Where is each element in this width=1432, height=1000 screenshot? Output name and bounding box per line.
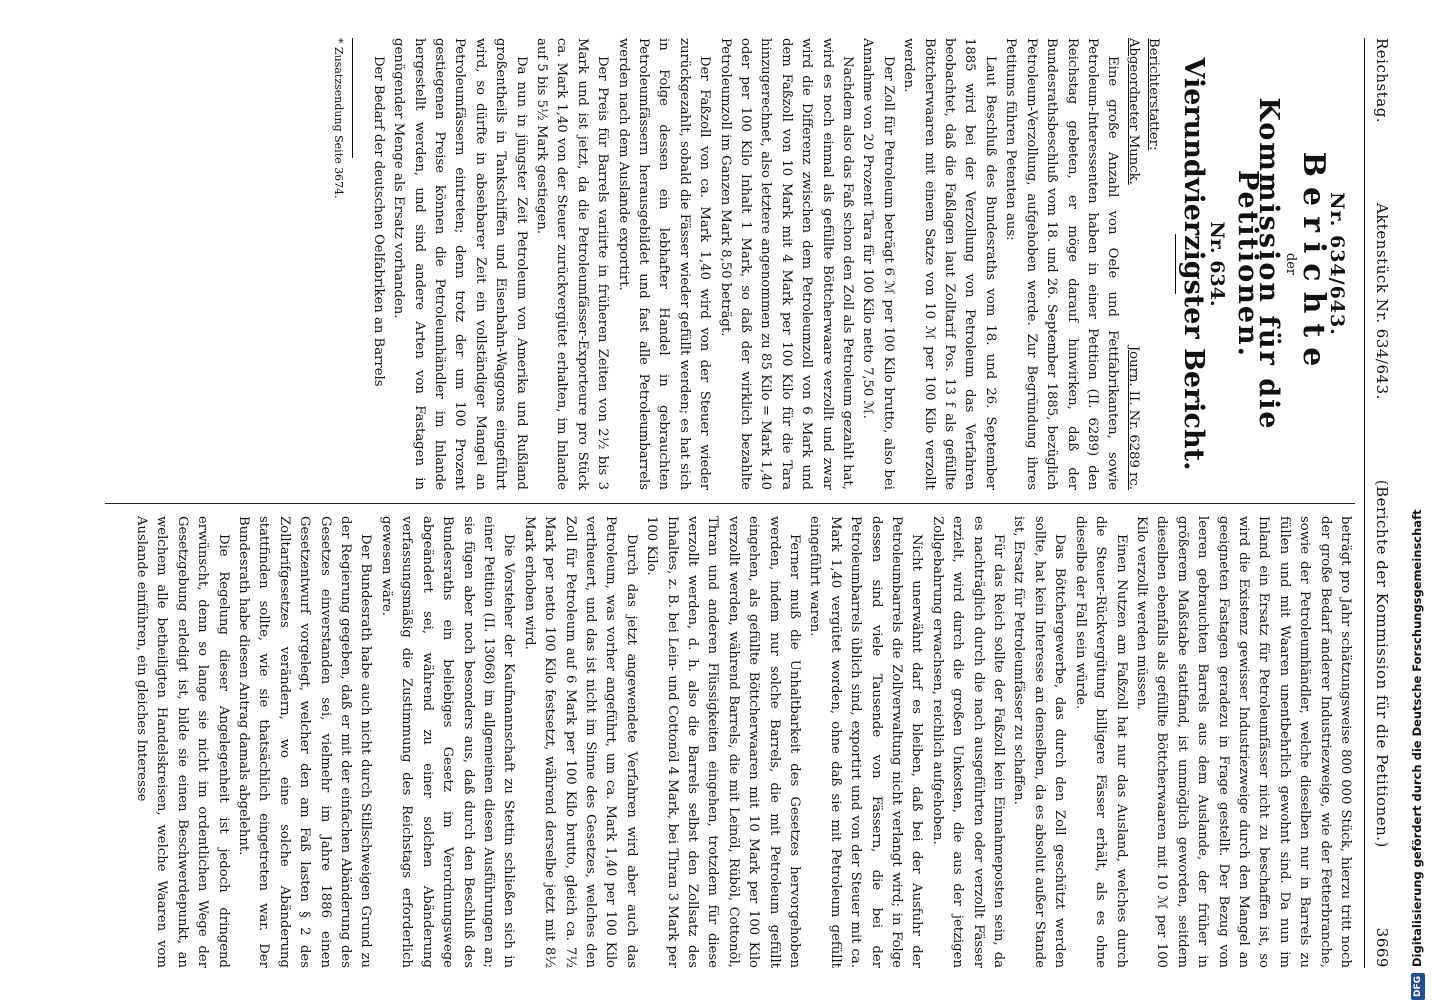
paragraph: Da nun in jüngster Zeit Petroleum von Amerika und Rußland großentheils in Tankschiffen und Eisenbahn-Waggons eingeführt wird, so dürfte in absehbarer Zeit ein vollständiger Mangel an Petroleumfässern eintreten; denn trotz der um 100 Prozent gestiegenen Preise können die Petroleumhändler im Inlande hergestellt werden, und sind andere Arten von Fastagen in genügender Menge als Ersatz vorhanden. xyxy=(391,38,529,490)
paragraph: Der Preis für Barrels variirte in früheren Zeiten von 2½ bis 3 Mark und ist jetzt, da die Petroleumfässer-Exporteure pro Stück ca. Mark 1,40 von der Steuer zurückvergütet erhalten, im Inlande auf 5 bis 5½ Mark gestiegen. xyxy=(533,38,611,490)
document-title: Berichte xyxy=(1295,151,1331,377)
paragraph: Durch das jetzt angewendete Verfahren wird aber auch das Petroleum, was vorher angeführt, um ca. Mark 1,40 per 100 Kilo vertheuert, und das ist nicht im Sinne des Gesetzes, welches den Zoll für Petroleum auf 6 Mark per 100 Kilo brutto, gleich ca. 7½ Mark per netto 100 Kilo festsetzt, während derselbe jetzt mit 8½ Mark erhoben wird. xyxy=(521,516,639,968)
paragraph: Das Böttchergewerbe, das durch den Zoll geschützt werden sollte, hat kein Interesse an denselben, da es absolut außer Stande ist, Ersatz für Petroleumfässer zu schaffen. xyxy=(1011,516,1068,968)
header-right: (Berichte der Kommission für die Petitionen.) xyxy=(1373,479,1391,848)
sidebar-credit xyxy=(1406,40,1428,1000)
document-der: der xyxy=(1283,252,1299,276)
column-divider xyxy=(105,503,1355,504)
title-rule xyxy=(1175,234,1176,294)
running-header xyxy=(1373,38,1391,968)
document-number: Nr. 634/643. xyxy=(1326,192,1348,336)
header-rule xyxy=(1364,38,1365,968)
rotated-document-page xyxy=(90,20,1415,980)
paragraph: Für das Reich sollte der Faßzoll kein Einnahmeposten sein, da es nachträglich durch die nach ausgeführten oder verzollt Fässer erzielt, wird durch die großen Unkosten, die aus der jetzigen Zollgebahrung erwachsen, reichlich aufgehoben. xyxy=(929,516,1007,968)
paragraph: Nicht unerwähnt darf es bleiben, daß bei der Ausfuhr der Petroleumbarrels die Zollverwaltung nicht verlangt wird; in Folge dessen sind viele Tausende von Fässern, die bei der Petroleumbarrels üblich sind, exportirt und von der Steuer mit ca. Mark 1,40 vergütet worden, ohne daß sie mit Petroleum gefüllt eingeführt waren. xyxy=(807,516,925,968)
paragraph: Ferner muß die Unhaltbarkeit des Gesetzes hervorgehoben werden, indem nur solche Barrels, die mit Petroleum gefüllt eingehen, als gefüllte Böttcherwaaren mit 10 Mark per 100 Kilo verzollt werden, während Barrels, die mit Leinöl, Rüböl, Cottonöl, Thran und anderen Flüssigkeiten eingehen, trotzdem für diese verzollt werden, d. h. also die Barrels selbst den Zollsatz des Inhaltes, z. B. bei Lein- und Cottonöl 4 Mark, bei Thran 3 Mark per 100 Kilo. xyxy=(644,516,803,968)
dfg-logo: DFG xyxy=(1411,973,1425,1000)
right-column xyxy=(105,516,1355,968)
paragraph: beträgt pro Jahr schätzungsweise 800 000 Stück, hierzu tritt noch der große Bedarf anderer Industriezweige, wie der Fetterbranche, sowie der Petroleumhändler, welche dieselben nur in Barrels zu füllen und mit Waaren unentbehrlich gewohnt sind. Da nun im Inland ein Ersatz für Petroleumfässer nicht zu beschaffen ist, so wird die Existenz gewisser Industriezweige durch den Mangel an geeigneten Fastagen geradezu in Frage gestellt. Der Bezug von leeren gebrauchten Barrels aus dem Auslande, der früher in größerem Maßstabe stattfand, ist unmöglich geworden, seitdem dieselben ebenfalls als gefüllte Böttcherwaaren mit 10 ℳ per 100 Kilo verzollt werden müssen. xyxy=(1133,516,1353,968)
page-number: 3669 xyxy=(1373,927,1391,968)
left-column xyxy=(105,38,1355,490)
footnote: * Zusatzsendung Seite 3674. xyxy=(332,38,346,199)
journal-reference: Journ. II. Nr. 6289 rc. xyxy=(1125,345,1141,490)
paragraph: Nachdem also das Faß schon den Zoll als Petroleum gezahlt hat, wird es noch einmal als gefüllte Böttcherwaare verzollt und zwar wird die Differenz zwischen dem Petroleumzoll von 6 Mark und dem Faßzoll von 10 Mark mit 4 Mark per 100 Kilo für die Tara hinzugerechnet, also letztere angenommen zu 85 Kilo = Mark 1,40 oder per 100 Kilo Inhalt 1 Mark, so daß der wirklich bezahlte Petroleumzoll im Ganzen Mark 8,50 beträgt. xyxy=(717,38,856,490)
digitization-sidebar xyxy=(1406,40,1428,1000)
paragraph: Eine große Anzahl von Oele und Fettfabrikanten, sowie Petroleum-Interessenten haben in einer Petition (II. 6289) den Reichstag gebeten, er möge darauf hinwirken, daß der Bundesrathsbeschluß vom 18. und 26. September 1885, bezüglich Petroleum-Verzollung, aufgehoben werde. Zur Begründung ihres Petitums führen Petenten aus: xyxy=(1003,38,1121,490)
paragraph: Der Faßzoll von ca. Mark 1,40 wird von der Steuer wieder zurückgezahlt, sobald die Fässer wieder gefüllt werden; es hat sich in Folge dessen ein lebhafter Handel in gebrauchten Petroleumfässern herausgebildet und fast alle Petroleumbarrels werden nach dem Auslande exportirt. xyxy=(615,38,713,490)
header-left: Reichstag. xyxy=(1373,38,1391,124)
reporter-label: Berichterstatter: xyxy=(1146,38,1162,151)
reporter-name: Abgeordneter Munck. xyxy=(1125,38,1141,185)
paragraph: Einen Nutzen am Faßzoll hat nur das Ausland, welches durch die Steuer-Rückvergütung billigere Fässer erhält, als es ohne dieselbe der Fall sein würde. xyxy=(1072,516,1129,968)
footnote-rule xyxy=(352,38,353,158)
reporter-line xyxy=(1122,38,1163,490)
paragraph: Der Bedarf der deutschen Oelfabriken an Barrels xyxy=(370,56,386,387)
paragraph: Laut Beschluß des Bundesraths vom 18. und 26. September 1885 wird bei der Verzollung von Petroleum das Verfahren beobachtet, daß die Faßlagen laut Zolltarif Pos. 13 f als gefüllte Böttcherwaaren mit einem Satze von 10 ℳ per 100 Kilo verzollt werden. xyxy=(901,38,998,490)
document-subtitle: Kommission für die Petitionen. xyxy=(1232,97,1284,431)
paragraph: Die Vorsteher der Kaufmannschaft zu Stettin schließen sich in einer Petition (II. 13068) im allgemeinen diesen Ausführungen an; sie fügen aber noch besonders aus, daß durch den Beschluß des Bundesraths ein beliebiges Gesetz im Verordnungswege abgeändert sei, während zu einer solchen Abänderung verfassungsmäßig die Zustimmung des Reichstags erforderlich gewesen wäre. xyxy=(378,516,517,968)
sidebar-credit-text: Digitalisierung gefördert durch die Deutsche Forschungsgemeinschaft xyxy=(1410,509,1424,967)
paragraph: Die Regelung dieser Angelegenheit ist jedoch dringend erwünscht, denn so lange sie nicht im ordentlichen Wege der Gesetzgebung erledigt ist, bilde sie einen Beschwerdepunkt, an welchem alle betheiligten Handelskreisen, welche Waaren vom Auslande einführen, ein gleiches Interesse xyxy=(134,516,231,968)
paragraph: Der Zoll für Petroleum beträgt 6 ℳ per 100 Kilo brutto, also bei Annahme von 20 Prozent Tara für 100 Kilo netto 7,50 ℳ. xyxy=(860,38,896,490)
report-title: Vierundvierzigster Bericht. xyxy=(1177,57,1209,471)
paragraph: Der Bundesrath habe auch nicht durch Stillschweigen Grund zu der Regierung gegeben, daß er mit der einfachen Abänderung des Gesetzes einverstanden sei, vielmehr im Jahre 1886 einen Gesetzentwurf vorgelegt, welcher den am Faß lasten § 2 des Zolltarifgesetzes verändern, wo eine solche Abänderung stattfinden sollte, wie sie thatsächlich eingetreten war. Der Bundesrath habe diesen Antrag damals abgelehnt. xyxy=(236,516,374,968)
header-center: Aktenstück Nr. 634/643. xyxy=(1373,202,1391,400)
report-number: Nr. 634. xyxy=(1205,221,1228,307)
